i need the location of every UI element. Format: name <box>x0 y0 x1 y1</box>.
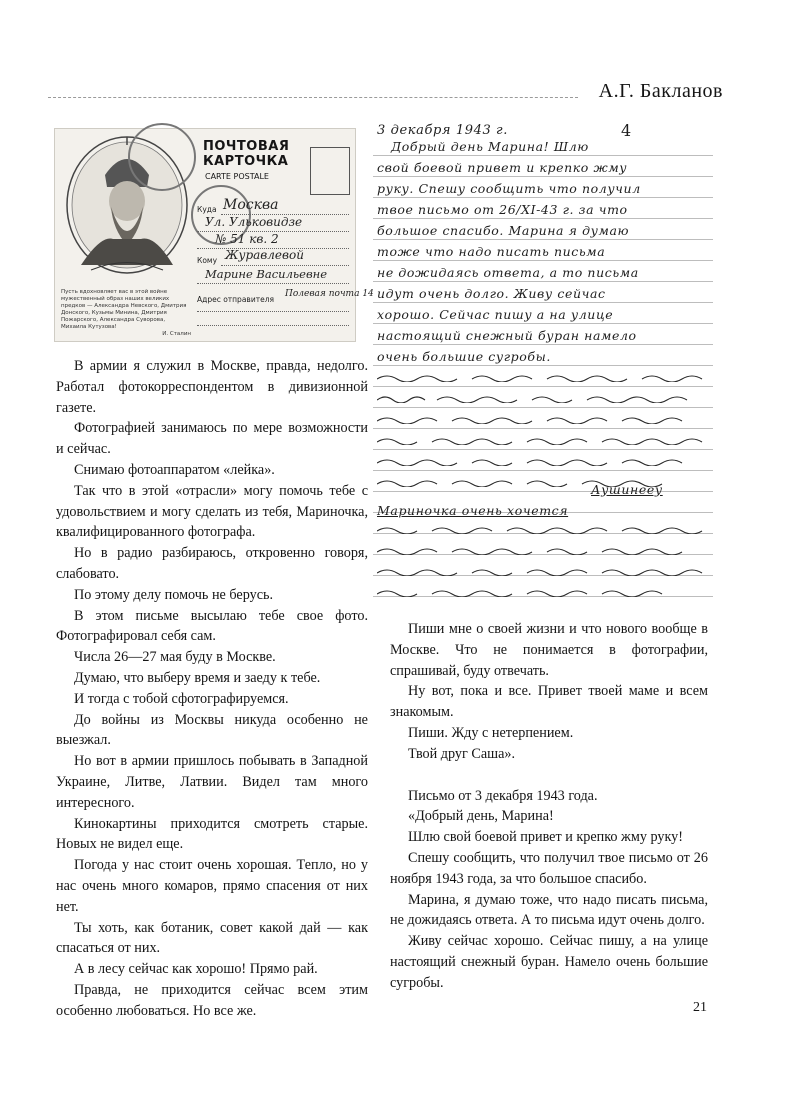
paragraph: Марина, я думаю тоже, что надо писать письма, не дожидаясь ответа. А то письма идут очень долго. <box>390 891 708 929</box>
letter-line: очень большие сугробы. <box>377 349 551 364</box>
paragraph: Но вот в армии пришлось побывать в Западной Украине, Литве, Латвии. Видел там много интересного. <box>56 753 368 811</box>
handwritten-city: Москва <box>223 197 279 213</box>
letter-line: идут очень долго. Живу сейчас <box>377 286 606 301</box>
letter-line: большое спасибо. Марина я думаю <box>377 223 630 238</box>
address-line <box>197 325 349 326</box>
illegible-handwriting <box>377 436 707 445</box>
paragraph: В этом письме высылаю тебе свое фото. Фотографировал себя сам. <box>56 607 368 645</box>
page-number: 21 <box>693 1000 707 1015</box>
address-line <box>197 311 349 312</box>
letter-line: не дожидаясь ответа, а то письма <box>377 265 639 280</box>
paragraph: Фотографией занимаюсь по мере возможности и сейчас. <box>56 420 368 458</box>
address-line <box>197 283 349 284</box>
illegible-handwriting <box>377 373 707 382</box>
paragraph: Снимаю фотоаппаратом «лейка». <box>74 461 275 478</box>
header-rule <box>48 97 578 98</box>
paragraph: По этому делу помочь не берусь. <box>74 586 274 603</box>
handwritten-recipient-2: Марине Васильевне <box>205 267 328 281</box>
letter-line: твое письмо от 26/XI-43 г. за что <box>377 202 628 217</box>
handwritten-house: № 51 кв. 2 <box>215 232 279 246</box>
letter-line: Аушинееу <box>591 482 663 497</box>
right-column-text <box>390 619 708 994</box>
letter-line: свой боевой привет и крепко жму <box>377 160 628 175</box>
letter-line: тоже что надо писать письма <box>377 244 606 259</box>
postmark-stamp <box>128 123 196 191</box>
paragraph: И тогда с тобой сфотографируемся. <box>74 690 289 707</box>
letter-heading: Письмо от 3 декабря 1943 года. <box>408 787 598 804</box>
illegible-handwriting <box>377 415 707 424</box>
paragraph: Кинокартины приходится смотреть старые. Новых не видел еще. <box>56 815 368 853</box>
paragraph: Числа 26—27 мая буду в Москве. <box>74 649 276 666</box>
paragraph: Ну вот, пока и все. Привет твоей маме и всем знакомым. <box>390 683 708 721</box>
label-komu: Кому <box>197 256 218 265</box>
running-header-author: А.Г. Бакланов <box>598 80 723 102</box>
postcard-title: ПОЧТОВАЯ КАРТОЧКА <box>203 139 290 169</box>
letter-line: настоящий снежный буран намело <box>377 328 637 343</box>
paragraph: Шлю свой боевой привет и крепко жму руку! <box>408 829 683 846</box>
illegible-handwriting <box>377 394 707 403</box>
letter-date: 3 декабря 1943 г. <box>377 123 508 138</box>
paragraph: Правда, не приходится сейчас всем этим особенно любоваться. Но все же. <box>56 981 368 1019</box>
handwritten-letter-image <box>373 121 715 603</box>
paragraph: Ты хоть, как ботаник, совет какой дай — как спасаться от них. <box>56 919 368 957</box>
address-line <box>221 265 349 266</box>
postcard-subtitle: CARTE POSTALE <box>205 172 269 181</box>
illegible-handwriting <box>377 588 707 597</box>
paragraph: Но в радио разбираюсь, откровенно говоря, слабовато. <box>56 545 368 582</box>
letter-line: руку. Спешу сообщить что получил <box>377 181 641 196</box>
postcard-image <box>54 128 374 342</box>
left-column-text <box>56 356 368 1022</box>
paragraph: До войны из Москвы никуда особенно не выезжал. <box>56 711 368 749</box>
paragraph: Спешу сообщить, что получил твое письмо от 26 ноября 1943 года, за что большое спасибо. <box>390 849 708 887</box>
illegible-handwriting <box>377 546 707 555</box>
letter-line: хорошо. Сейчас пишу а на улице <box>377 307 614 322</box>
paragraph: В армии я служил в Москве, правда, недолго. Работал фотокорреспондентом в дивизионной газете. <box>56 358 368 416</box>
paragraph: Погода у нас стоит очень хорошая. Тепло, но у нас очень много комаров, прямо спасения от них нет. <box>56 857 368 915</box>
label-kuda: Куда <box>197 205 217 214</box>
letter-page-mark: 4 <box>621 121 632 140</box>
handwritten-sender: Полевая почта 14 <box>285 289 374 299</box>
paragraph: Думаю, что выберу время и заеду к тебе. <box>74 669 321 686</box>
paragraph: Твой друг Саша». <box>408 745 516 762</box>
paragraph: А в лесу сейчас как хорошо! Прямо рай. <box>74 961 318 978</box>
paragraph: Пиши. Жду с нетерпением. <box>408 724 574 741</box>
letter-line: Добрый день Марина! Шлю <box>391 139 589 154</box>
paragraph: Так что в этой «отрасли» могу помочь тебе с удовольствием и могу сделать из тебя, Мариночка, квалифицированного фотографа. <box>56 482 368 541</box>
paragraph: Пиши мне о своей жизни и что нового вообще в Москве. Что не понимается в фотографии, спрашивай, буду отвечать. <box>390 621 708 679</box>
illegible-handwriting <box>377 567 707 576</box>
postcard-caption: Пусть вдохновляет вас в этой войне мужественный образ наших великих предков — Александра Невского, Дмитрия Донского, Кузьмы Минина, Дмитрия Пожарского, Александра Суворова, Михаила Кутузова! И. Сталин <box>61 289 191 337</box>
paragraph: «Добрый день, Марина! <box>408 808 554 825</box>
paragraph: Живу сейчас хорошо. Сейчас пишу, а на улице настоящий снежный буран. Намело очень большие сугробы. <box>390 933 708 991</box>
stamp-box <box>310 147 350 195</box>
handwritten-recipient-1: Журавлевой <box>225 248 304 262</box>
handwritten-street: Ул. Ульковидзе <box>205 215 303 229</box>
letter-line: Мариночка очень хочется <box>377 503 569 518</box>
illegible-handwriting <box>377 457 707 466</box>
illegible-handwriting <box>377 525 707 534</box>
label-sender: Адрес отправителя <box>197 295 274 304</box>
